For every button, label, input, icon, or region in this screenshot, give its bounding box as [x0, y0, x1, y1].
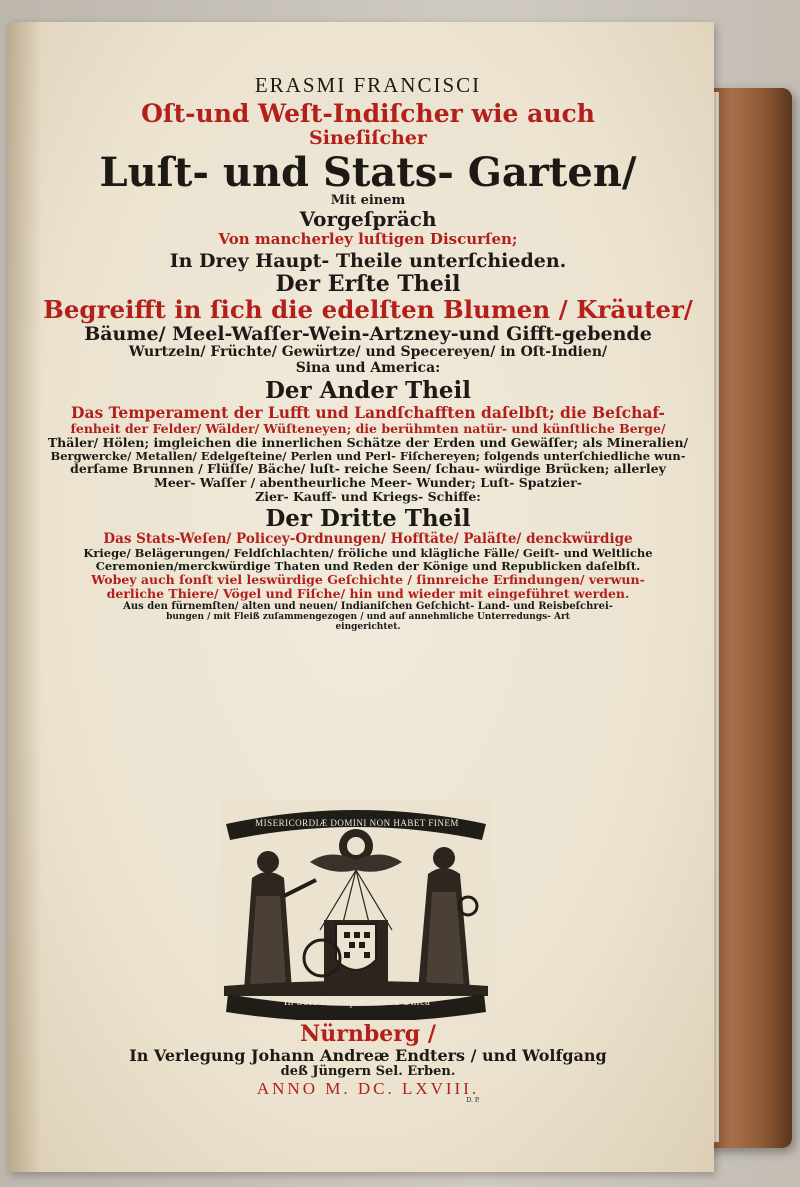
- vorgesprach-line: Vorgeſpräch: [299, 207, 437, 232]
- place-of-publication: Nürnberg /: [300, 1021, 436, 1047]
- publisher-line: In Verlegung Johann Andreæ Endters / und Wolfgang: [129, 1045, 607, 1065]
- wobey-line-1: Wobey auch ſonſt viel leswürdige Geſchichte / ſinnreiche Erfindungen/ verwun-: [91, 572, 645, 588]
- author-line: ERASMI FRANCISCI: [254, 73, 482, 97]
- dp-mark: D. P.: [466, 1097, 480, 1105]
- title-text-block: [38, 74, 698, 632]
- imprint-block: [38, 1022, 698, 1105]
- title-line-2: Sineſiſcher: [309, 126, 427, 149]
- gutter-shadow: [8, 22, 42, 1172]
- ander-theil-line-1: Das Temperament der Lufft und Landſchafften daſelbſt; die Beſchaf-: [71, 403, 665, 423]
- year-line: ANNO M. DC. LXVIII.: [256, 1079, 480, 1099]
- discursen-line: Von mancherley luſtigen Discurſen;: [218, 229, 518, 248]
- erste-theil-line-3: Wurtzeln/ Früchte/ Gewürtze/ und Specereyen/ in Oſt-Indien/: [128, 344, 608, 361]
- aus-line-2: bungen / mit Fleiß zuſammengezogen / und auf annehmliche Unterredungs- Art: [166, 612, 570, 623]
- dritte-theil-line-2: Kriege/ Belägerungen/ Feldſchlachten/ fröliche und klägliche Fälle/ Geiſt- und Weltliche: [83, 546, 653, 561]
- ander-theil-line-7: Zier- Kauff- und Kriegs- Schiffe:: [255, 489, 481, 505]
- erste-theil-line-4: Sina und America:: [295, 359, 441, 376]
- dritte-theil-line-1: Das Stats-Weſen/ Policey-Ordnungen/ Hofſtäte/ Paläſte/ denckwürdige: [103, 531, 633, 548]
- dritte-theil-line-3: Ceremonien/merckwürdige Thaten und Reden der Könige und Republicken daſelbſt.: [95, 559, 641, 574]
- dritte-theil-heading: Der Dritte Theil: [265, 505, 471, 533]
- title-line-1: Oſt-und Weſt-Indiſcher wie auch: [141, 98, 595, 128]
- ander-theil-line-2: fenheit der Felder/ Wälder/ Wüſteneyen; die berühmten natür- und künſtliche Berge/: [70, 420, 666, 436]
- emblem-motto-bottom: In Solo Deo Spes Nostra Unica: [283, 996, 431, 1008]
- printers-emblem: [220, 800, 492, 1020]
- ander-theil-line-5: derſame Brunnen / Flüſſe/ Bäche/ luſt- reiche Seen/ ſchau- würdige Brücken; allerley: [70, 461, 666, 477]
- erste-theil-heading: Der Erſte Theil: [275, 270, 461, 297]
- erste-theil-line-1: Begreifft in ſich die edelſten Blumen / Kräuter/: [43, 295, 693, 325]
- aus-line-3: eingerichtet.: [335, 622, 401, 633]
- wobey-line-2: derliche Thiere/ Vögel und Fiſche/ hin und wieder mit eingeführet werden.: [106, 586, 630, 602]
- ander-theil-line-6: Meer- Waſſer / abentheurliche Meer- Wunder; Luſt- Spatzier-: [154, 475, 582, 491]
- title-page: [8, 22, 714, 1172]
- mit-einem-line: Mit einem: [330, 192, 406, 208]
- heirs-line: deß Jüngern Sel. Erben.: [280, 1063, 456, 1079]
- ander-theil-heading: Der Ander Theil: [264, 377, 472, 405]
- emblem-motto-top: MISERICORDIÆ DOMINI NON HABET FINEM: [255, 818, 459, 828]
- emblem-engraving: [220, 800, 492, 1020]
- erste-theil-line-2: Bäume/ Meel-Waſſer-Wein-Artzney-und Gifft-gebende: [84, 322, 652, 345]
- ander-theil-line-4: Bergwercke/ Metallen/ Edelgeſteine/ Perlen und Perl- Fiſchereyen; folgends unterſchiedliche wun-: [50, 448, 686, 463]
- main-title: Luſt- und Stats- Garten/: [99, 148, 637, 196]
- ander-theil-line-3: Thäler/ Hölen; imgleichen die innerlichen Schätze der Erden und Gewäſſer; als Mineralien/: [47, 434, 689, 450]
- aus-line-1: Aus den fürnemſten/ alten und neuen/ Indianiſchen Geſchicht- Land- und Reisbeſchrei-: [123, 601, 613, 613]
- drey-theile-line: In Drey Haupt- Theile unterſchieden.: [169, 249, 567, 272]
